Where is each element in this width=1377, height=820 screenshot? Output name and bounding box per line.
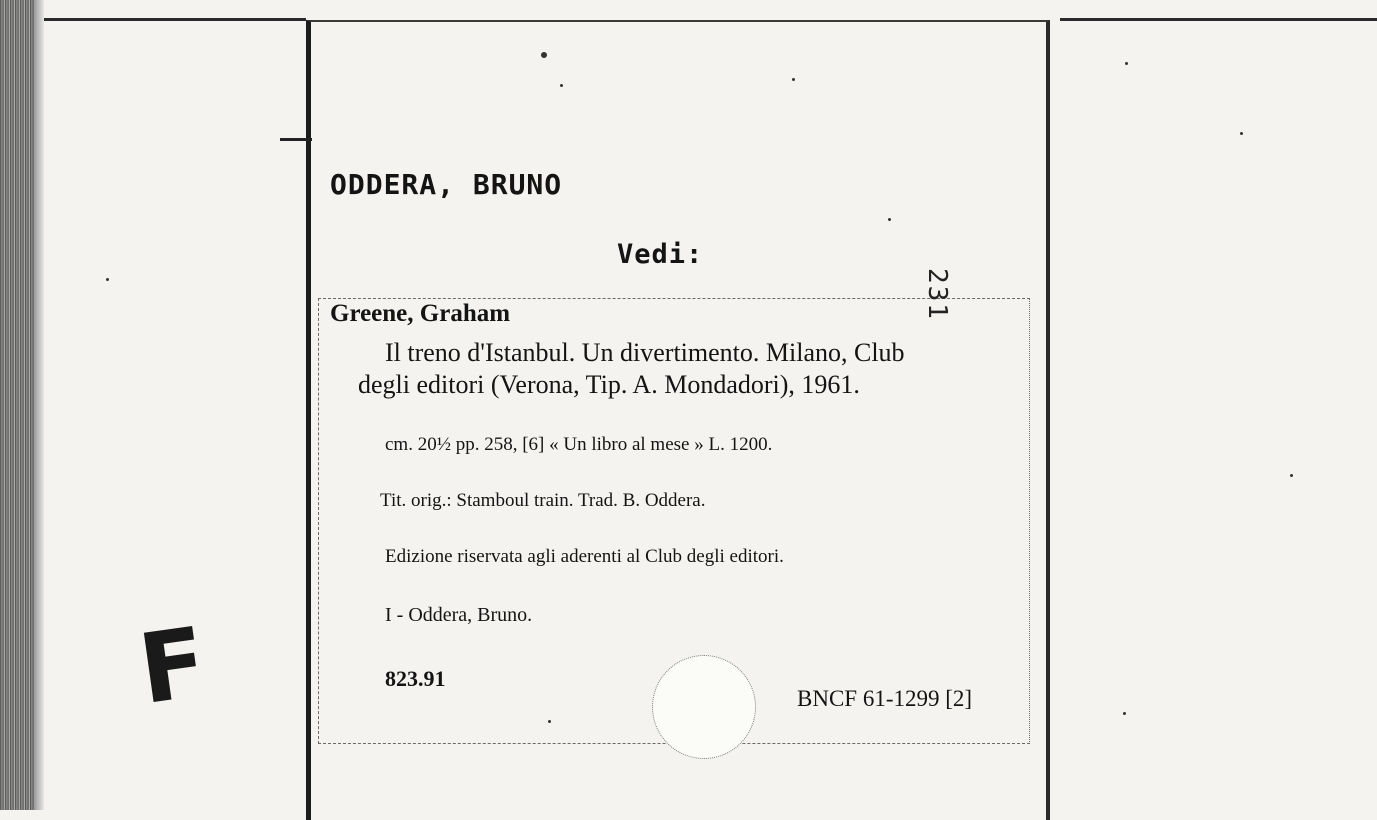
- speck: [1240, 132, 1243, 135]
- card-heading: ODDERA, BRUNO: [330, 168, 563, 201]
- entry-note: Edizione riservata agli aderenti al Club degli editori.: [385, 546, 784, 567]
- speck: [1123, 712, 1126, 715]
- entry-original-title: Tit. orig.: Stamboul train. Trad. B. Oddera.: [380, 490, 706, 511]
- top-rule-right: [1060, 18, 1377, 21]
- card-punch-hole: [652, 655, 756, 759]
- speck: [560, 84, 563, 87]
- entry-author: Greene, Graham: [330, 300, 511, 327]
- scan-edge: [0, 0, 34, 810]
- side-number: 231: [922, 268, 952, 321]
- speck: [1125, 62, 1128, 65]
- bncf-number: BNCF 61-1299 [2]: [797, 686, 973, 711]
- scan-edge-shadow: [34, 0, 44, 810]
- card-tick-mark: [280, 138, 312, 141]
- speck: [106, 278, 109, 281]
- speck: [888, 218, 891, 221]
- speck: [1290, 474, 1293, 477]
- margin-letter: F: [132, 605, 214, 727]
- entry-title-line-1: Il treno d'Istanbul. Un divertimento. Milano, Club: [385, 338, 905, 367]
- speck: [548, 720, 551, 723]
- speck: [792, 78, 795, 81]
- entry-title-line-2: degli editori (Verona, Tip. A. Mondadori), 1961.: [358, 370, 860, 399]
- see-reference-label: Vedi:: [617, 239, 704, 270]
- speck: [541, 52, 547, 58]
- entry-added-entry: I - Oddera, Bruno.: [385, 604, 533, 626]
- top-rule-left: [44, 18, 306, 21]
- classification-number: 823.91: [385, 666, 446, 691]
- entry-collation: cm. 20½ pp. 258, [6] « Un libro al mese » L. 1200.: [385, 434, 773, 455]
